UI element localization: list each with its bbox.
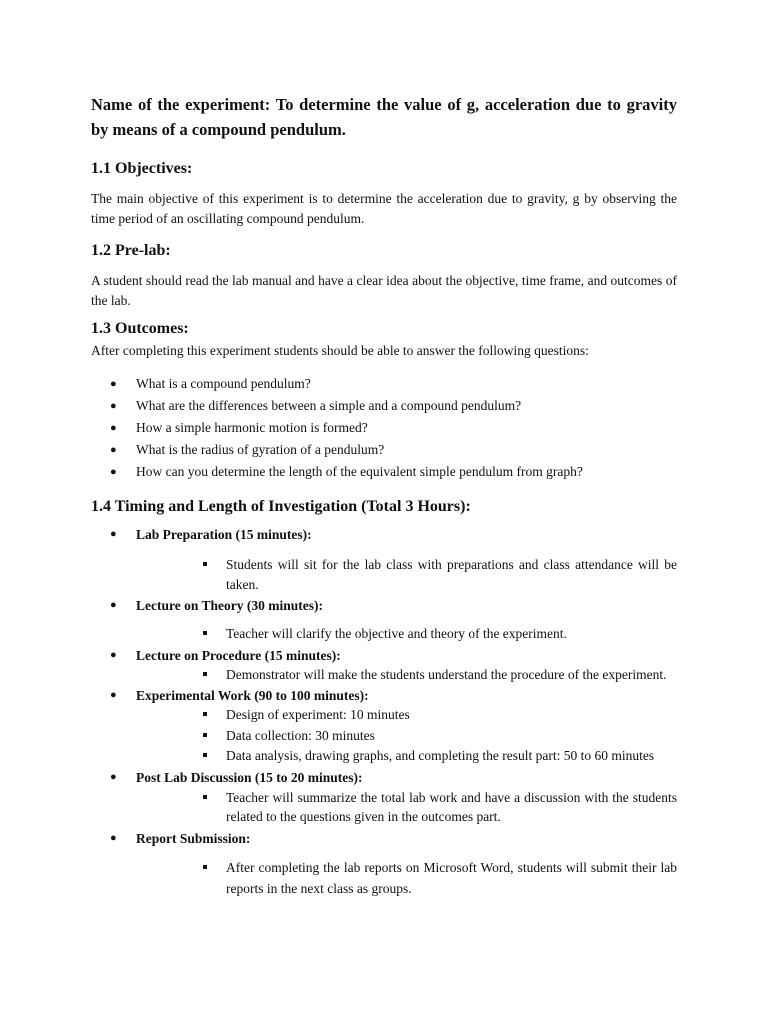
bullet-icon: ●	[110, 400, 117, 412]
timing-heading: 1.4 Timing and Length of Investigation (Total 3 Hours):	[91, 498, 471, 515]
timing-section	[91, 646, 677, 685]
sub-item: After completing the lab reports on Microsoft Word, students will submit their lab reports in the next class as groups.	[136, 857, 677, 899]
sub-item: Data analysis, drawing graphs, and completing the result part: 50 to 60 minutes	[136, 746, 677, 766]
prelab-heading: 1.2 Pre-lab:	[91, 242, 171, 259]
square-bullet-icon	[203, 712, 207, 716]
timing-section-label: Experimental Work (90 to 100 minutes):	[136, 688, 369, 703]
bullet-icon: ●	[110, 466, 117, 478]
timing-sublist	[136, 555, 677, 594]
sub-item: Students will sit for the lab class with preparations and class attendance will be taken.	[136, 555, 677, 594]
sub-item: Data collection: 30 minutes	[136, 726, 677, 746]
list-item: ● How can you determine the length of the equivalent simple pendulum from graph?	[91, 461, 677, 483]
experiment-title: Name of the experiment: To determine the value of g, acceleration due to gravity by means of a compound pendulum.	[91, 95, 677, 139]
outcomes-list	[91, 373, 677, 483]
timing-sublist	[136, 857, 677, 899]
square-bullet-icon	[203, 865, 207, 869]
timing-list	[91, 525, 677, 899]
prelab-text: A student should read the lab manual and have a clear idea about the objective, time frame, and outcomes of the lab.	[91, 273, 677, 308]
timing-section-label: Lecture on Theory (30 minutes):	[136, 598, 323, 613]
sub-item: Demonstrator will make the students understand the procedure of the experiment.	[136, 665, 677, 685]
timing-sublist	[136, 624, 677, 644]
timing-section	[91, 686, 677, 766]
square-bullet-icon	[203, 672, 207, 676]
bullet-icon: ●	[110, 648, 117, 661]
timing-section-label: Lab Preparation (15 minutes):	[136, 527, 312, 542]
bullet-icon: ●	[110, 831, 117, 844]
square-bullet-icon	[203, 733, 207, 737]
timing-section	[91, 525, 677, 594]
timing-section-label: Post Lab Discussion (15 to 20 minutes):	[136, 769, 363, 785]
bullet-icon: ●	[110, 422, 117, 434]
list-item: ● What is a compound pendulum?	[91, 373, 677, 395]
square-bullet-icon	[203, 795, 207, 799]
objectives-text: The main objective of this experiment is to determine the acceleration due to gravity, g by observing the time period of an oscillating compound pendulum.	[91, 191, 677, 226]
bullet-icon: ●	[110, 378, 117, 390]
outcomes-heading: 1.3 Outcomes:	[91, 320, 189, 337]
timing-section	[91, 596, 677, 644]
timing-sublist	[136, 788, 677, 827]
timing-sublist	[136, 665, 677, 685]
sub-item: Design of experiment: 10 minutes	[136, 705, 677, 725]
timing-section	[91, 829, 677, 899]
bullet-icon: ●	[110, 770, 117, 783]
document-page	[91, 92, 677, 899]
bullet-icon: ●	[110, 444, 117, 456]
outcomes-intro: After completing this experiment students should be able to answer the following questions:	[91, 343, 589, 358]
bullet-icon: ●	[110, 528, 117, 540]
list-item: ● How a simple harmonic motion is formed?	[91, 417, 677, 439]
bullet-icon: ●	[110, 689, 117, 701]
list-item: ● What are the differences between a simple and a compound pendulum?	[91, 395, 677, 417]
sub-item: Teacher will clarify the objective and theory of the experiment.	[136, 624, 677, 644]
timing-sublist	[136, 705, 677, 766]
timing-section	[91, 768, 677, 827]
square-bullet-icon	[203, 562, 207, 566]
square-bullet-icon	[203, 631, 207, 635]
objectives-heading: 1.1 Objectives:	[91, 160, 193, 177]
bullet-icon: ●	[110, 599, 117, 611]
square-bullet-icon	[203, 753, 207, 757]
timing-section-label: Report Submission:	[136, 830, 251, 846]
sub-item: Teacher will summarize the total lab work and have a discussion with the students related to the questions given in the outcomes part.	[136, 788, 677, 827]
list-item: ● What is the radius of gyration of a pendulum?	[91, 439, 677, 461]
timing-section-label: Lecture on Procedure (15 minutes):	[136, 647, 341, 663]
